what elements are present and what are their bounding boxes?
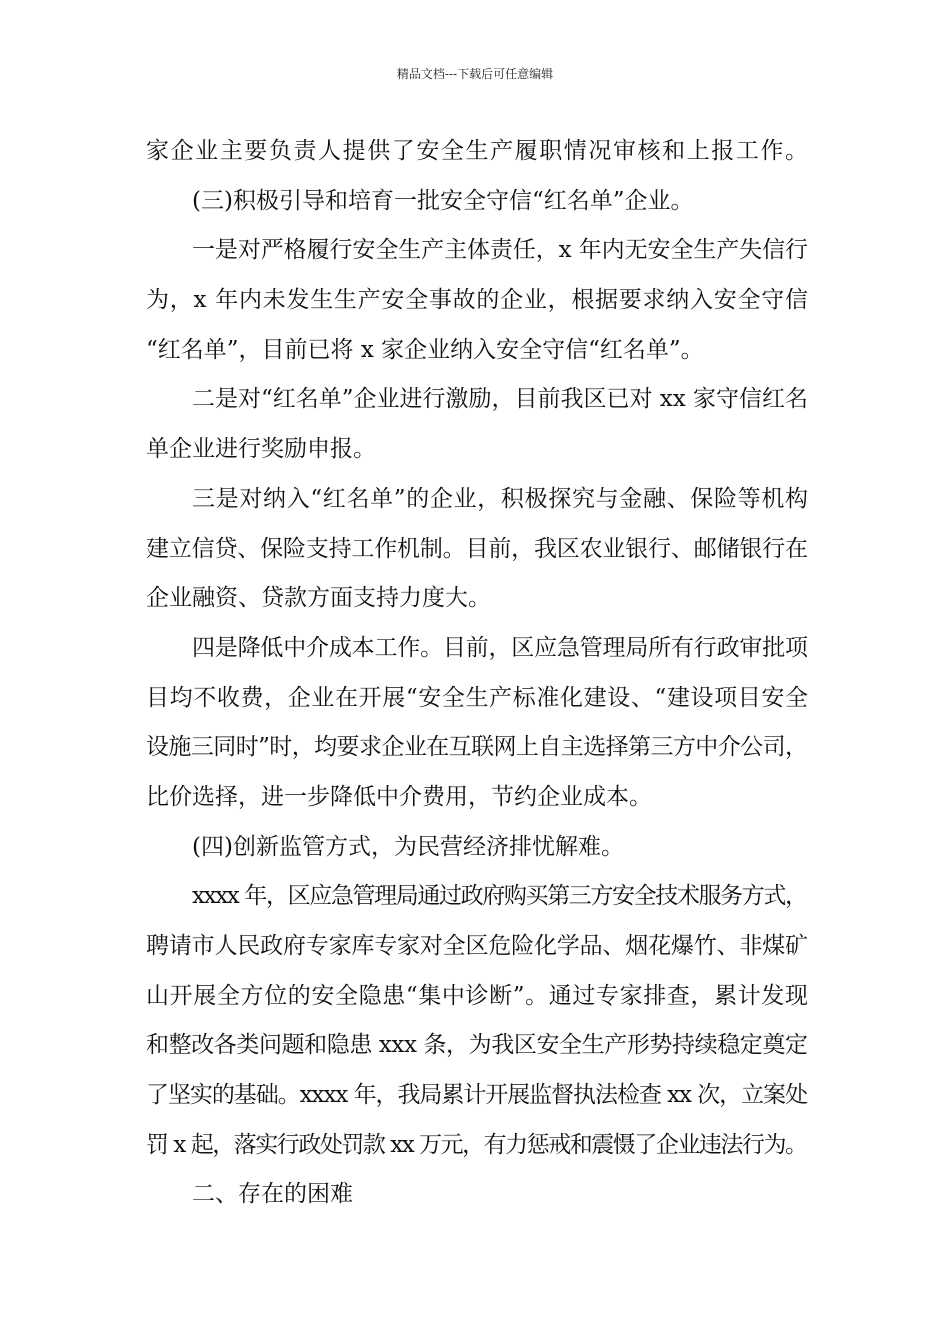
text-line: “红名单”，目前已将 x 家企业纳入安全守信“红名单”。: [146, 336, 704, 363]
text-line: 目均不收费，企业在开展“安全生产标准化建设、“建设项目安全: [146, 684, 809, 711]
text-line: 山开展全方位的安全隐患“集中诊断”。通过专家排查，累计发现: [146, 982, 809, 1009]
text-line: 二、存在的困难: [192, 1181, 353, 1208]
text-line: 罚 x 起，落实行政处罚款 xx 万元，有力惩戒和震慑了企业违法行为。: [146, 1131, 807, 1158]
text-line: (四)创新监管方式，为民营经济排忧解难。: [192, 833, 624, 860]
text-line: 二是对“红名单”企业进行激励，目前我区已对 xx 家守信红名: [192, 386, 808, 413]
text-line: 家企业主要负责人提供了安全生产履职情况审核和上报工作。: [146, 138, 810, 164]
text-line: 了坚实的基础。xxxx 年，我局累计开展监督执法检查 xx 次，立案处: [146, 1082, 807, 1109]
text-line: (三)积极引导和培育一批安全守信“红名单”企业。: [192, 187, 694, 214]
text-line: 为，x 年内未发生生产安全事故的企业，根据要求纳入安全守信: [146, 287, 809, 314]
page-header: 精品文档---下载后可任意编辑: [396, 67, 554, 81]
document-body: [146, 130, 808, 1223]
text-line: 聘请市人民政府专家库专家对全区危险化学品、烟花爆竹、非煤矿: [146, 933, 808, 959]
text-line: 单企业进行奖励申报。: [146, 436, 376, 463]
text-line: 一是对严格履行安全生产主体责任，x 年内无安全生产失信行: [192, 237, 808, 264]
text-line: xxxx 年，区应急管理局通过政府购买第三方安全技术服务方式，: [192, 883, 807, 910]
text-line: 和整改各类问题和隐患 xxx 条，为我区安全生产形势持续稳定奠定: [146, 1032, 808, 1059]
text-line: 设施三同时”时，均要求企业在互联网上自主选择第三方中介公司，: [146, 734, 808, 761]
text-line: 企业融资、贷款方面支持力度大。: [146, 585, 491, 612]
text-line: 比价选择，进一步降低中介费用，节约企业成本。: [146, 783, 652, 810]
text-line: 三是对纳入“红名单”的企业，积极探究与金融、保险等机构: [192, 485, 809, 512]
text-line: 建立信贷、保险支持工作机制。目前，我区农业银行、邮储银行在: [146, 535, 808, 562]
text-line: 四是降低中介成本工作。目前，区应急管理局所有行政审批项: [192, 634, 808, 661]
